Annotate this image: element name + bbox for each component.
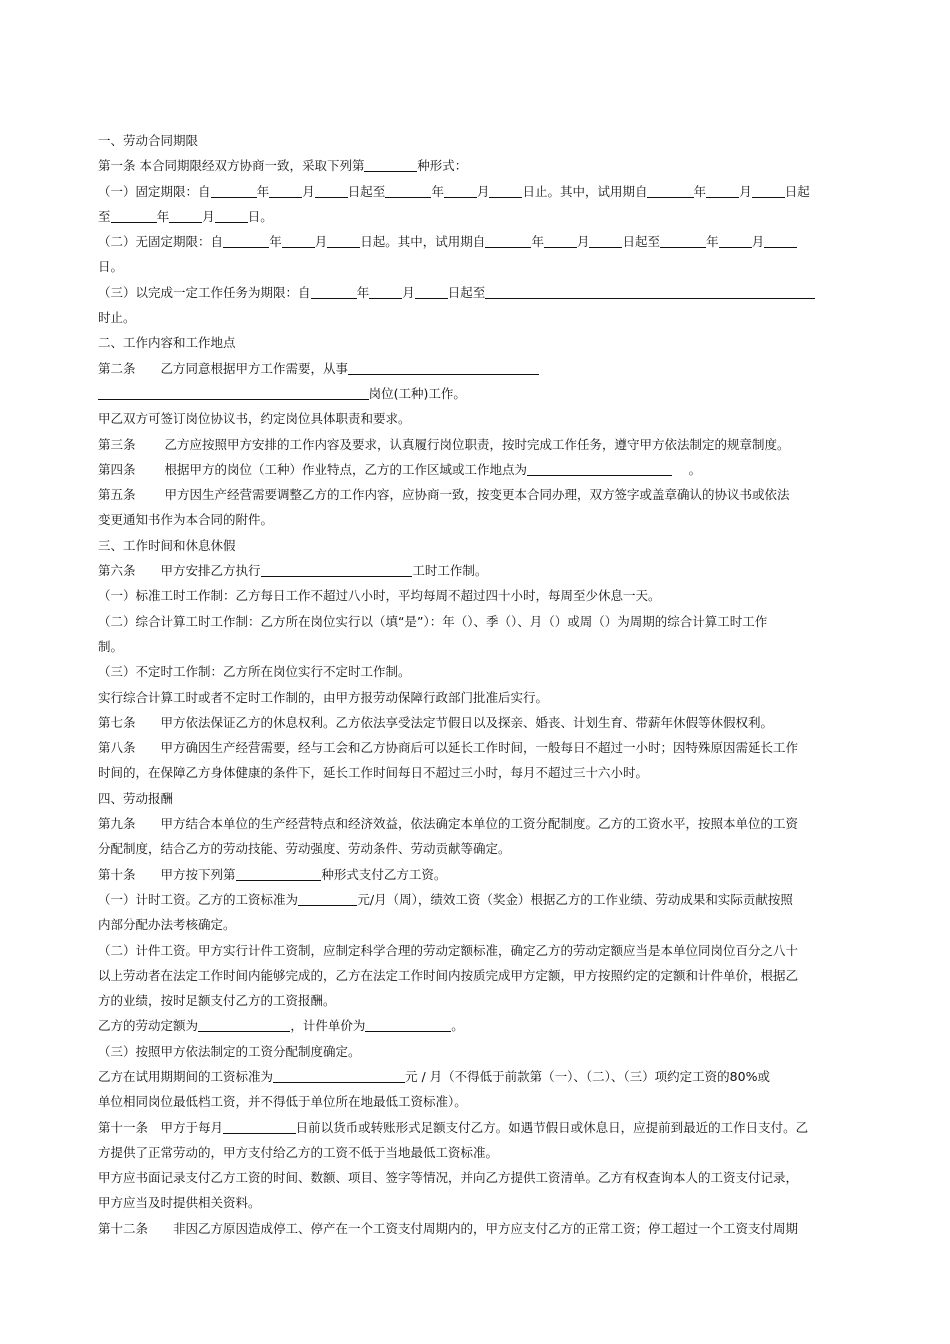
text-line: （一）计时工资。乙方的工资标准为 元/月（周），绩效工资（奖金）根据乙方的工作业绩、劳动成果和实际贡献按照 <box>98 891 793 907</box>
text-line: 变更通知书作为本合同的附件。 <box>98 512 274 528</box>
text-line: （一）固定期限：自 年 月 日起至 年 月 日止。其中，试用期自 年 月 日起 <box>98 183 810 199</box>
text-line: 三、工作时间和休息休假 <box>98 537 236 553</box>
text-line: 日。 <box>98 259 124 275</box>
fill-in-blank[interactable] <box>98 384 369 400</box>
fill-in-blank[interactable] <box>111 207 157 223</box>
text-line: 甲方应当及时提供相关资料。 <box>98 1195 261 1211</box>
fill-in-blank[interactable] <box>489 182 522 198</box>
fill-in-blank[interactable] <box>752 182 785 198</box>
text-line: 第二条 乙方同意根据甲方工作需要，从事 <box>98 356 860 381</box>
text-line: （三）以完成一定工作任务为期限：自 年 月 日起至 <box>98 280 860 305</box>
text-line: 单位相同岗位最低档工资，并不得低于单位所在地最低工资标准）。 <box>98 1094 467 1110</box>
text-line: 制。 <box>98 638 124 654</box>
text-line: 第十二条 非因乙方原因造成停工、停产在一个工资支付周期内的，甲方应支付乙方的正常工资；停工超过一个工资支付周期 <box>98 1220 799 1236</box>
text-line: 第三条 乙方应按照甲方安排的工作内容及要求，认真履行岗位职责，按时完成工作任务，遵守甲方依法制定的规章制度。 <box>98 436 790 452</box>
text-line: 二、工作内容和工作地点 <box>98 335 236 351</box>
fill-in-blank[interactable] <box>719 232 752 248</box>
text-line: 乙方在试用期期间的工资标准为 元 / 月（不得低于前款第（一）、（二）、（三）项约定工资的80%或 <box>98 1068 770 1084</box>
text-line: 时止。 <box>98 310 136 326</box>
text-line: （三）按照甲方依法制定的工资分配制度确定。 <box>98 1043 361 1059</box>
text-line: 方提供了正常劳动的，甲方支付给乙方的工资不低于当地最低工资标准。 <box>98 1144 499 1160</box>
text-line: 四、劳动报酬 <box>98 790 174 806</box>
fill-in-blank[interactable] <box>485 232 531 248</box>
fill-in-blank[interactable] <box>365 1016 451 1032</box>
text-line: 甲乙双方可签订岗位协议书，约定岗位具体职责和要求。 <box>98 411 411 427</box>
fill-in-blank[interactable] <box>169 207 202 223</box>
fill-in-blank[interactable] <box>348 359 539 375</box>
fill-in-blank[interactable] <box>444 182 477 198</box>
text-line: 岗位(工种)工作。 <box>98 381 860 406</box>
text-line: （三）不定时工作制：乙方所在岗位实行不定时工作制。 <box>98 664 411 680</box>
fill-in-blank[interactable] <box>211 182 257 198</box>
text-line: 第六条 甲方安排乙方执行 工时工作制。 <box>98 563 488 579</box>
text-line: 时间的，在保障乙方身体健康的条件下，延长工作时间每日不超过三小时，每月不超过三十六小时。 <box>98 765 649 781</box>
fill-in-blank[interactable] <box>223 1118 296 1134</box>
text-line: 乙方的劳动定额为 ，计件单价为 。 <box>98 1018 464 1034</box>
fill-in-blank[interactable] <box>223 232 269 248</box>
contract-page <box>98 128 860 1241</box>
fill-in-blank[interactable] <box>269 182 302 198</box>
fill-in-blank[interactable] <box>764 232 797 248</box>
fill-in-blank[interactable] <box>485 283 815 299</box>
text-line: 方的业绩，按时足额支付乙方的工资报酬。 <box>98 993 336 1009</box>
text-line: 实行综合计算工时或者不定时工作制的，由甲方报劳动保障行政部门批准后实行。 <box>98 689 549 705</box>
fill-in-blank[interactable] <box>385 182 431 198</box>
fill-in-blank[interactable] <box>660 232 706 248</box>
text-line: 第七条 甲方依法保证乙方的休息权利。乙方依法享受法定节假日以及探亲、婚丧、计划生育、带薪年休假等休假权利。 <box>98 714 774 730</box>
text-line: 第八条 甲方确因生产经营需要，经与工会和乙方协商后可以延长工作时间，一般每日不超过一小时；因特殊原因需延长工作 <box>98 740 799 756</box>
fill-in-blank[interactable] <box>315 182 348 198</box>
fill-in-blank[interactable] <box>298 890 357 906</box>
fill-in-blank[interactable] <box>327 232 360 248</box>
fill-in-blank[interactable] <box>311 283 357 299</box>
text-line: 第四条 根据甲方的岗位（工种）作业特点，乙方的工作区域或工作地点为 。 <box>98 461 702 477</box>
fill-in-blank[interactable] <box>364 156 417 172</box>
fill-in-blank[interactable] <box>647 182 693 198</box>
fill-in-blank[interactable] <box>273 1067 405 1083</box>
text-line: （二）无固定期限：自 年 月 日起。其中，试用期自 年 月 日起至 年 月 <box>98 229 860 254</box>
fill-in-blank[interactable] <box>282 232 315 248</box>
text-line: 第一条 本合同期限经双方协商一致，采取下列第 种形式： <box>98 158 468 174</box>
text-line: 第十条 甲方按下列第 种形式支付乙方工资。 <box>98 866 447 882</box>
text-line: 一、劳动合同期限 <box>98 133 199 148</box>
fill-in-blank[interactable] <box>369 283 402 299</box>
fill-in-blank[interactable] <box>527 460 672 476</box>
fill-in-blank[interactable] <box>544 232 577 248</box>
text-line: 第九条 甲方结合本单位的生产经营特点和经济效益，依法确定本单位的工资分配制度。乙方的工资水平，按照本单位的工资 <box>98 816 799 832</box>
text-line: 第十一条 甲方于每月 日前以货币或转账形式足额支付乙方。如遇节假日或休息日，应提前到最近的工作日支付。乙 <box>98 1119 809 1135</box>
fill-in-blank[interactable] <box>415 283 448 299</box>
text-line: （一）标准工时工作制：乙方每日工作不超过八小时，平均每周不超过四十小时，每周至少休息一天。 <box>98 588 661 604</box>
text-line: （二）综合计算工时工作制：乙方所在岗位实行以（填“是”）：年（）、季（）、月（）或周（）为周期的综合计算工时工作 <box>98 613 768 629</box>
fill-in-blank[interactable] <box>236 865 322 881</box>
text-line: （二）计件工资。甲方实行计件工资制，应制定科学合理的劳动定额标准，确定乙方的劳动定额应当是本单位同岗位百分之八十 <box>98 942 799 958</box>
text-line: 至 年 月 日。 <box>98 208 273 224</box>
fill-in-blank[interactable] <box>706 182 739 198</box>
text-line: 以上劳动者在法定工作时间内能够完成的，乙方在法定工作时间内按质完成甲方定额，甲方按照约定的定额和计件单价，根据乙 <box>98 967 799 983</box>
text-line: 第五条 甲方因生产经营需要调整乙方的工作内容，应协商一致，按变更本合同办理，双方签字或盖章确认的协议书或依法 <box>98 487 790 503</box>
fill-in-blank[interactable] <box>261 561 413 577</box>
text-line: 分配制度，结合乙方的劳动技能、劳动强度、劳动条件、劳动贡献等确定。 <box>98 841 511 857</box>
text-line: 内部分配办法考核确定。 <box>98 917 236 933</box>
fill-in-blank[interactable] <box>198 1016 290 1032</box>
text-line: 甲方应书面记录支付乙方工资的时间、数额、项目、签字等情况，并向乙方提供工资清单。乙方有权查询本人的工资支付记录， <box>98 1170 799 1186</box>
fill-in-blank[interactable] <box>589 232 622 248</box>
fill-in-blank[interactable] <box>215 207 248 223</box>
